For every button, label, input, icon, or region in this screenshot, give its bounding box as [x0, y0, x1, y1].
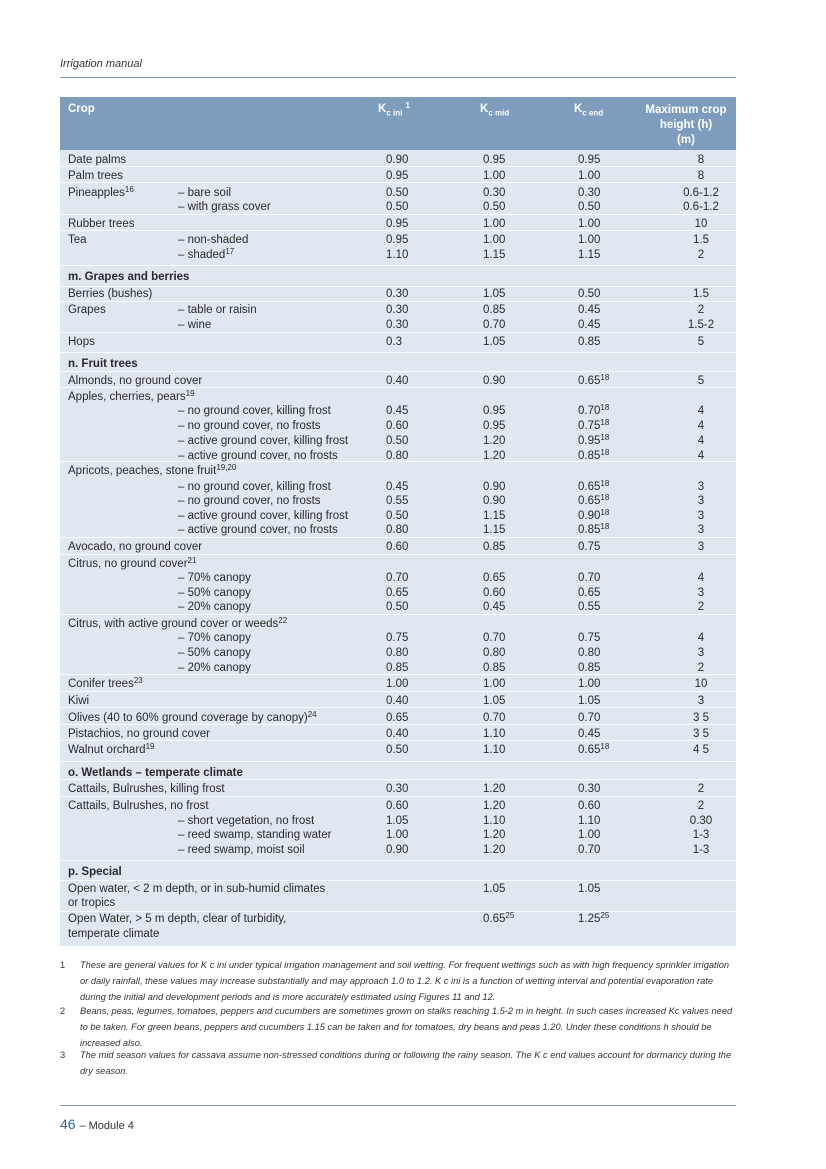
max-height-value: 4: [697, 435, 705, 447]
max-height-value: 10: [694, 218, 708, 230]
row-separator: [60, 911, 736, 912]
kc-ini-value: 0.30: [386, 304, 409, 316]
page-footer: [60, 1116, 134, 1132]
kc-ini-value: 0.50: [386, 435, 409, 447]
max-height-value: 3: [697, 695, 705, 707]
crop-name: Apples, cherries, pears$^{19}$: [68, 389, 195, 403]
kc-end-value: 0.95$^{18}$: [578, 433, 610, 447]
row-separator: [60, 301, 736, 302]
kc-mid-value: 0.65: [483, 572, 506, 584]
kc-ini-value: 0.40: [386, 695, 409, 707]
crop-name: or tropics: [68, 897, 116, 909]
max-height-value: 3: [697, 524, 705, 536]
kc-ini-value: 1.10: [386, 249, 409, 261]
footnote-number: 3: [60, 1050, 66, 1060]
max-height-value: 3: [697, 587, 705, 599]
kc-mid-value: 1.15: [483, 510, 506, 522]
kc-end-value: 1.00: [578, 829, 601, 841]
crop-variant: – bare soil: [178, 187, 232, 199]
kc-mid-value: 1.20: [483, 450, 506, 462]
kc-ini-value: 0.75: [386, 632, 409, 644]
footnote-text: These are general values for K c ini under typical irrigation management and soil wetting. For frequent wettings such as with high frequency sprinkler irrigation or daily rainfall, these values may increase substantially and may approach 1.0 to 1.2. K c ini is a function of wetting interval and potential evaporation rate during the initial and development periods and is more accurately estimated using Figures 11 and 12.: [80, 960, 730, 1002]
crop-name: Citrus, no ground cover$^{21}$: [68, 556, 197, 570]
kc-mid-value: 0.80: [483, 647, 506, 659]
row-separator: [60, 691, 736, 692]
kc-mid-value: 0.70: [483, 632, 506, 644]
kc-mid-value: 0.45: [483, 601, 506, 613]
kc-ini-value: 0.50: [386, 201, 409, 213]
kc-mid-value: 1.05: [483, 883, 506, 895]
crop-variant: – 70% canopy: [178, 632, 251, 644]
max-height-value: 4: [697, 572, 705, 584]
kc-end-value: 1.05: [578, 695, 601, 707]
crop-variant: – no ground cover, killing frost: [178, 405, 331, 417]
crop-variant: – active ground cover, killing frost: [178, 435, 349, 447]
crop-variant: – non-shaded: [178, 234, 249, 246]
crop-variant: – no ground cover, no frosts: [178, 420, 321, 432]
kc-ini-value: 0.90: [386, 154, 409, 166]
kc-ini-value: 0.85: [386, 662, 409, 674]
crop-name: Cattails, Bulrushes, no frost: [68, 800, 209, 812]
crop-variant: – active ground cover, no frosts: [178, 524, 338, 536]
crop-variant: – shaded$^{17}$: [178, 247, 235, 261]
kc-end-value: 0.65$^{18}$: [578, 493, 610, 507]
section-fruit-trees: n. Fruit trees: [68, 358, 138, 370]
kc-ini-value: 0.60: [386, 541, 409, 553]
kc-end-value: 0.60: [578, 800, 601, 812]
row-separator: [60, 166, 736, 167]
max-height-value: 3 5: [693, 712, 709, 724]
crop-name: Grapes: [68, 304, 106, 316]
table-header: [60, 97, 736, 150]
max-height-value: 3: [697, 647, 705, 659]
kc-end-value: 0.65$^{18}$: [578, 479, 610, 493]
max-height-value: 4: [697, 450, 705, 462]
kc-ini-value: 0.40: [386, 375, 409, 387]
max-height-value: 4: [697, 420, 705, 432]
kc-mid-value: 1.00: [483, 218, 506, 230]
kc-end-value: 0.90$^{18}$: [578, 508, 610, 522]
row-separator: [60, 674, 736, 675]
kc-end-value: 0.45: [578, 319, 601, 331]
max-height-value: 4: [697, 632, 705, 644]
row-separator: [60, 230, 736, 231]
max-height-value: 0.6-1.2: [683, 201, 719, 213]
row-separator: [60, 761, 736, 762]
row-separator: [60, 880, 736, 881]
kc-mid-value: 1.15: [483, 249, 506, 261]
row-separator: [60, 265, 736, 266]
crop-variant: – wine: [178, 319, 212, 331]
max-height-value: 0.30: [689, 815, 713, 827]
kc-mid-value: 1.20: [483, 800, 506, 812]
row-separator: [60, 724, 736, 725]
kc-mid-value: 0.95: [483, 154, 506, 166]
max-height-value: 0.6-1.2: [683, 187, 719, 199]
footer-rule: [60, 1105, 736, 1106]
crop-name: Conifer trees$^{23}$: [68, 676, 143, 690]
crop-name: Pistachios, no ground cover: [68, 728, 210, 740]
crop-name: Tea: [68, 234, 87, 246]
kc-mid-value: 1.10: [483, 815, 506, 827]
crop-variant: – no ground cover, no frosts: [178, 495, 321, 507]
kc-mid-value: 1.15: [483, 524, 506, 536]
row-separator: [60, 182, 736, 183]
kc-mid-value: 1.05: [483, 336, 506, 348]
crop-name: Date palms: [68, 154, 127, 166]
kc-ini-value: 1.00: [386, 678, 409, 690]
kc-end-value: 0.65$^{18}$: [578, 742, 610, 756]
kc-end-value: 0.65: [578, 587, 601, 599]
crop-name: Open water, < 2 m depth, or in sub-humid climates: [68, 883, 326, 895]
row-separator: [60, 554, 736, 555]
max-height-value: 5: [697, 336, 705, 348]
kc-mid-value: 0.95: [483, 420, 506, 432]
crop-variant: – short vegetation, no frost: [178, 815, 315, 827]
kc-ini-value: 0.60: [386, 420, 409, 432]
header-crop: Crop: [68, 103, 95, 115]
kc-end-value: 1.25$^{25}$: [578, 911, 610, 925]
kc-end-value: 0.55: [578, 601, 601, 613]
crop-variant: – no ground cover, killing frost: [178, 481, 331, 493]
max-height-value: 5: [697, 375, 705, 387]
max-height-value: 8: [697, 170, 705, 182]
max-height-value: 4: [697, 405, 705, 417]
kc-ini-value: 0.50: [386, 187, 409, 199]
kc-end-value: 0.70$^{18}$: [578, 403, 610, 417]
crop-variant: – reed swamp, standing water: [178, 829, 332, 841]
kc-ini-value: 0.95: [386, 170, 409, 182]
row-separator: [60, 387, 736, 388]
kc-end-value: 1.00: [578, 678, 601, 690]
kc-end-value: 0.85$^{18}$: [578, 448, 610, 462]
footnote-number: 2: [60, 1006, 66, 1016]
crop-name: Pineapples$^{16}$: [68, 185, 134, 199]
row-separator: [60, 796, 736, 797]
kc-mid-value: 0.85: [483, 304, 506, 316]
kc-ini-value: 0.95: [386, 234, 409, 246]
kc-end-value: 0.80: [578, 647, 601, 659]
kc-end-value: 0.45: [578, 304, 601, 316]
crop-name: Apricots, peaches, stone fruit$^{19,20}$: [68, 463, 237, 477]
kc-ini-value: 0.30: [386, 319, 409, 331]
kc-ini-value: 0.80: [386, 524, 409, 536]
max-height-value: 2: [697, 662, 705, 674]
kc-mid-value: 1.10: [483, 744, 506, 756]
kc-mid-value: 1.05: [483, 288, 506, 300]
max-height-value: 3: [697, 481, 705, 493]
kc-ini-value: 0.80: [386, 647, 409, 659]
kc-mid-value: 0.50: [483, 201, 506, 213]
crop-variant: – active ground cover, no frosts: [178, 450, 338, 462]
max-height-value: 3 5: [693, 728, 709, 740]
running-header: Irrigation manual: [60, 58, 142, 70]
page-number: 46: [60, 1116, 76, 1132]
crop-variant: – 50% canopy: [178, 587, 251, 599]
crop-name: Citrus, with active ground cover or weeds$^{22}$: [68, 616, 288, 630]
crop-name: Kiwi: [68, 695, 90, 707]
kc-mid-value: 0.70: [483, 319, 506, 331]
kc-mid-value: 0.70: [483, 712, 506, 724]
header-kc-mid: $K_{c mid}$: [480, 103, 510, 118]
kc-end-value: 1.00: [578, 218, 601, 230]
kc-ini-value: 0.50: [386, 601, 409, 613]
kc-ini-value: 0.45: [386, 481, 409, 493]
kc-end-value: 0.70: [578, 712, 601, 724]
kc-end-value: 1.15: [578, 249, 601, 261]
kc-end-value: 0.70: [578, 572, 601, 584]
crop-name: Almonds, no ground cover: [68, 375, 203, 387]
kc-ini-value: 0.90: [386, 844, 409, 856]
kc-ini-value: 0.65: [386, 587, 409, 599]
max-height-value: 2: [697, 601, 705, 613]
max-height-value: 1-3: [692, 844, 710, 856]
crop-name: Walnut orchard$^{19}$: [68, 742, 155, 756]
max-height-value: 2: [697, 783, 705, 795]
kc-ini-value: 0.30: [386, 288, 409, 300]
max-height-value: 1.5-2: [687, 319, 715, 331]
row-separator: [60, 371, 736, 372]
kc-mid-value: 0.85: [483, 541, 506, 553]
kc-end-value: 0.45: [578, 728, 601, 740]
crop-variant: – reed swamp, moist soil: [178, 844, 305, 856]
kc-ini-value: 0.80: [386, 450, 409, 462]
kc-end-value: 0.85: [578, 336, 601, 348]
kc-ini-value: 0.55: [386, 495, 409, 507]
crop-name: Hops: [68, 336, 95, 348]
kc-mid-value: 0.65$^{25}$: [483, 911, 515, 925]
kc-mid-value: 0.30: [483, 187, 506, 199]
kc-mid-value: 0.60: [483, 587, 506, 599]
crop-variant: – active ground cover, killing frost: [178, 510, 349, 522]
kc-end-value: 0.85$^{18}$: [578, 522, 610, 536]
kc-mid-value: 1.20: [483, 829, 506, 841]
crop-name: Berries (bushes): [68, 288, 153, 300]
max-height-value: 1.5: [693, 288, 709, 300]
kc-mid-value: 0.95: [483, 405, 506, 417]
crop-name: Rubber trees: [68, 218, 135, 230]
kc-ini-value: 0.30: [386, 783, 409, 795]
kc-mid-value: 1.00: [483, 170, 506, 182]
kc-end-value: 0.75: [578, 632, 601, 644]
kc-mid-value: 1.20: [483, 783, 506, 795]
kc-end-value: 0.50: [578, 201, 601, 213]
kc-mid-value: 1.00: [483, 678, 506, 690]
kc-mid-value: 0.85: [483, 662, 506, 674]
kc-mid-value: 0.90: [483, 375, 506, 387]
row-separator: [60, 214, 736, 215]
max-height-value: 2: [697, 304, 705, 316]
crop-name: Cattails, Bulrushes, killing frost: [68, 783, 225, 795]
kc-end-value: 0.85: [578, 662, 601, 674]
section-special: p. Special: [68, 866, 122, 878]
max-height-value: 2: [697, 249, 705, 261]
kc-ini-value: 0.65: [386, 712, 409, 724]
row-separator: [60, 332, 736, 333]
kc-end-value: 0.65$^{18}$: [578, 373, 610, 387]
max-height-value: 3: [697, 541, 705, 553]
crop-variant: – 20% canopy: [178, 601, 251, 613]
section-grapes-berries: m. Grapes and berries: [68, 271, 190, 283]
row-separator: [60, 740, 736, 741]
kc-end-value: 0.70: [578, 844, 601, 856]
kc-mid-value: 1.10: [483, 728, 506, 740]
section-wetlands: o. Wetlands – temperate climate: [68, 767, 243, 779]
footnote-text: Beans, peas, legumes, tomatoes, peppers and cucumbers are sometimes grown on stalks reaching 1.5-2 m in height. In such cases increased Kc values need to be taken. For green beans, peppers and cucumbers 1.15 can be taken and for tomatoes, dry beans and peas 1.20. Under these conditions h should be increased also.: [80, 1006, 733, 1048]
kc-end-value: 0.50: [578, 288, 601, 300]
crop-variant: – with grass cover: [178, 201, 271, 213]
max-height-value: 1-3: [692, 829, 710, 841]
header-max-height: Maximum crop height (h) (m): [645, 104, 727, 146]
kc-end-value: 0.95: [578, 154, 601, 166]
max-height-value: 3: [697, 495, 705, 507]
crop-name: Avocado, no ground cover: [68, 541, 203, 553]
kc-mid-value: 0.90: [483, 481, 506, 493]
crop-variant: – 20% canopy: [178, 662, 251, 674]
kc-ini-value: 0.95: [386, 218, 409, 230]
crop-variant: – 70% canopy: [178, 572, 251, 584]
kc-ini-value: 0.40: [386, 728, 409, 740]
max-height-value: 4 5: [693, 744, 709, 756]
footnote-number: 1: [60, 960, 66, 970]
header-kc-ini: $K_{c ini}$ $^1$: [378, 101, 410, 118]
row-separator: [60, 707, 736, 708]
max-height-value: 3: [697, 510, 705, 522]
crop-name: Olives (40 to 60% ground coverage by canopy)$^{24}$: [68, 710, 317, 724]
kc-ini-value: 0.50: [386, 744, 409, 756]
kc-mid-value: 1.05: [483, 695, 506, 707]
kc-ini-value: 0.70: [386, 572, 409, 584]
kc-ini-value: 1.05: [386, 815, 409, 827]
crop-name: temperate climate: [68, 928, 160, 940]
kc-mid-value: 0.90: [483, 495, 506, 507]
kc-end-value: 0.30: [578, 187, 601, 199]
crop-name: Palm trees: [68, 170, 123, 182]
row-separator: [60, 352, 736, 353]
kc-end-value: 0.75: [578, 541, 601, 553]
kc-end-value: 1.10: [578, 815, 601, 827]
row-separator: [60, 537, 736, 538]
kc-ini-value: 0.45: [386, 405, 409, 417]
crop-name: Open Water, > 5 m depth, clear of turbidity,: [68, 913, 287, 925]
kc-ini-value: 0.60: [386, 800, 409, 812]
max-height-value: 8: [697, 154, 705, 166]
crop-variant: – 50% canopy: [178, 647, 251, 659]
kc-ini-value: 0.3: [386, 336, 402, 348]
kc-end-value: 0.30: [578, 783, 601, 795]
footnote-text: The mid season values for cassava assume non-stressed conditions during or following the rainy season. The K c end values account for dormancy during the dry season.: [80, 1050, 732, 1076]
kc-ini-value: 1.00: [386, 829, 409, 841]
kc-end-value: 1.00: [578, 170, 601, 182]
row-separator: [60, 860, 736, 861]
row-separator: [60, 779, 736, 780]
kc-mid-value: 1.20: [483, 844, 506, 856]
kc-end-value: 1.00: [578, 234, 601, 246]
max-height-value: 10: [694, 678, 708, 690]
max-height-value: 2: [697, 800, 705, 812]
header-kc-end: $K_{c end}$: [574, 103, 604, 118]
module-label: – Module 4: [79, 1120, 134, 1132]
header-rule: [60, 77, 736, 78]
kc-mid-value: 1.00: [483, 234, 506, 246]
max-height-value: 1.5: [693, 234, 709, 246]
kc-end-value: 1.05: [578, 883, 601, 895]
crop-variant: – table or raisin: [178, 304, 257, 316]
kc-mid-value: 1.20: [483, 435, 506, 447]
row-separator: [60, 286, 736, 287]
kc-end-value: 0.75$^{18}$: [578, 418, 610, 432]
kc-ini-value: 0.50: [386, 510, 409, 522]
row-separator: [60, 614, 736, 615]
